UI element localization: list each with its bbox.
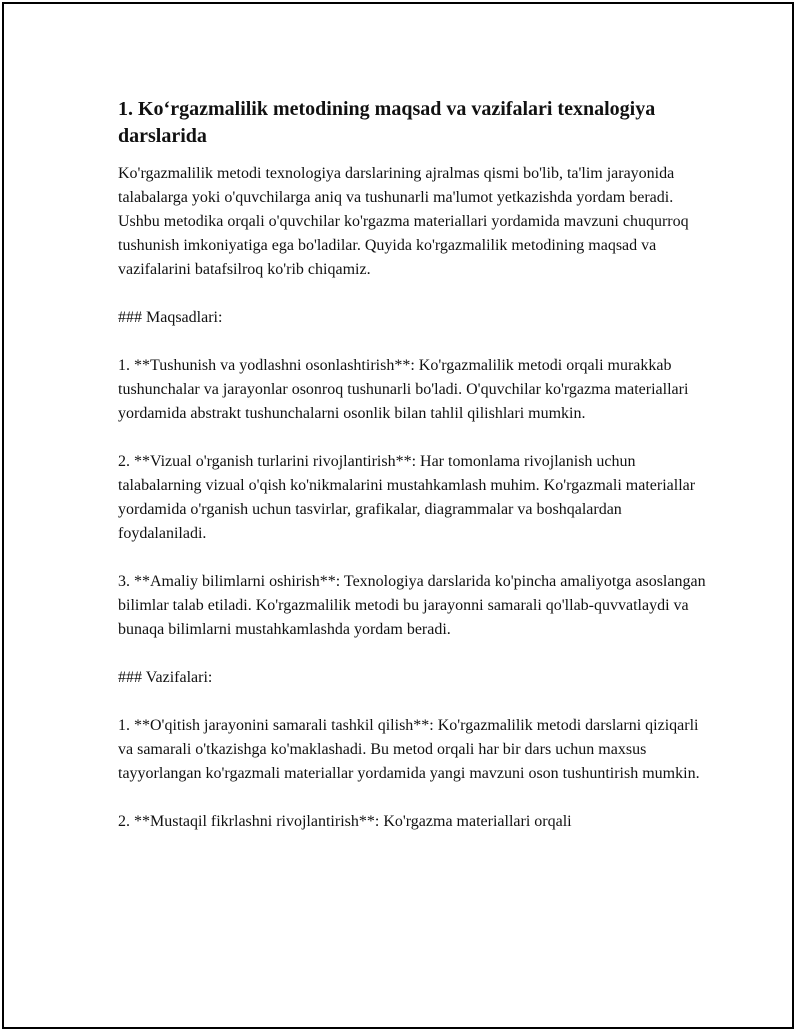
- intro-paragraph: Ko'rgazmalilik metodi texnologiya darslarining ajralmas qismi bo'lib, ta'lim jarayonida talabalarga yoki o'quvchilarga aniq va tushunarli ma'lumot yetkazishda yordam beradi. Ushbu metodika orqali o'quvchilar ko'rgazma materiallari yordamida mavzuni chuqurroq tushunish imkoniyatiga ega bo'ladilar. Quyida ko'rgazmalilik metodining maqsad va vazifalarini batafsilroq ko'rib chiqamiz.: [118, 165, 689, 278]
- document-title: 1. Koʻrgazmalilik metodining maqsad va vazifalari texnalogiya darslarida: [118, 98, 656, 147]
- goal-item-2: 2. **Vizual o'rganish turlarini rivojlantirish**: Har tomonlama rivojlanish uchun talabalarning vizual o'qish ko'nikmalarini mustahkamlash muhim. Ko'rgazmali materiallar yordamida o'rganish uchun tasvirlar, grafikalar, diagrammalar va boshqalardan foydalaniladi.: [118, 453, 696, 542]
- document-body: [118, 96, 708, 834]
- tasks-heading: ### Vazifalari:: [118, 669, 213, 686]
- task-item-1: 1. **O'qitish jarayonini samarali tashkil qilish**: Ko'rgazmalilik metodi darslarni qiziqarli va samarali o'tkazishga ko'maklashadi. Bu metod orqali har bir dars uchun maxsus tayyorlangan ko'rgazmali materiallar yordamida yangi mavzuni oson tushuntirish mumkin.: [118, 717, 700, 782]
- task-item-2: 2. **Mustaqil fikrlashni rivojlantirish**: Ko'rgazma materiallari orqali: [118, 813, 572, 830]
- goals-heading: ### Maqsadlari:: [118, 309, 223, 326]
- goal-item-3: 3. **Amaliy bilimlarni oshirish**: Texnologiya darslarida ko'pincha amaliyotga asoslangan bilimlar talab etiladi. Ko'rgazmalilik metodi bu jarayonni samarali qo'llab-quvvatlaydi va bunaqa bilimlarni mustahkamlashda yordam beradi.: [118, 573, 706, 638]
- goal-item-1: 1. **Tushunish va yodlashni osonlashtirish**: Ko'rgazmalilik metodi orqali murakkab tushunchalar va jarayonlar osonroq tushunarli bo'ladi. O'quvchilar ko'rgazma materiallari yordamida abstrakt tushunchalarni osonlik bilan tahlil qilishlari mumkin.: [118, 357, 689, 422]
